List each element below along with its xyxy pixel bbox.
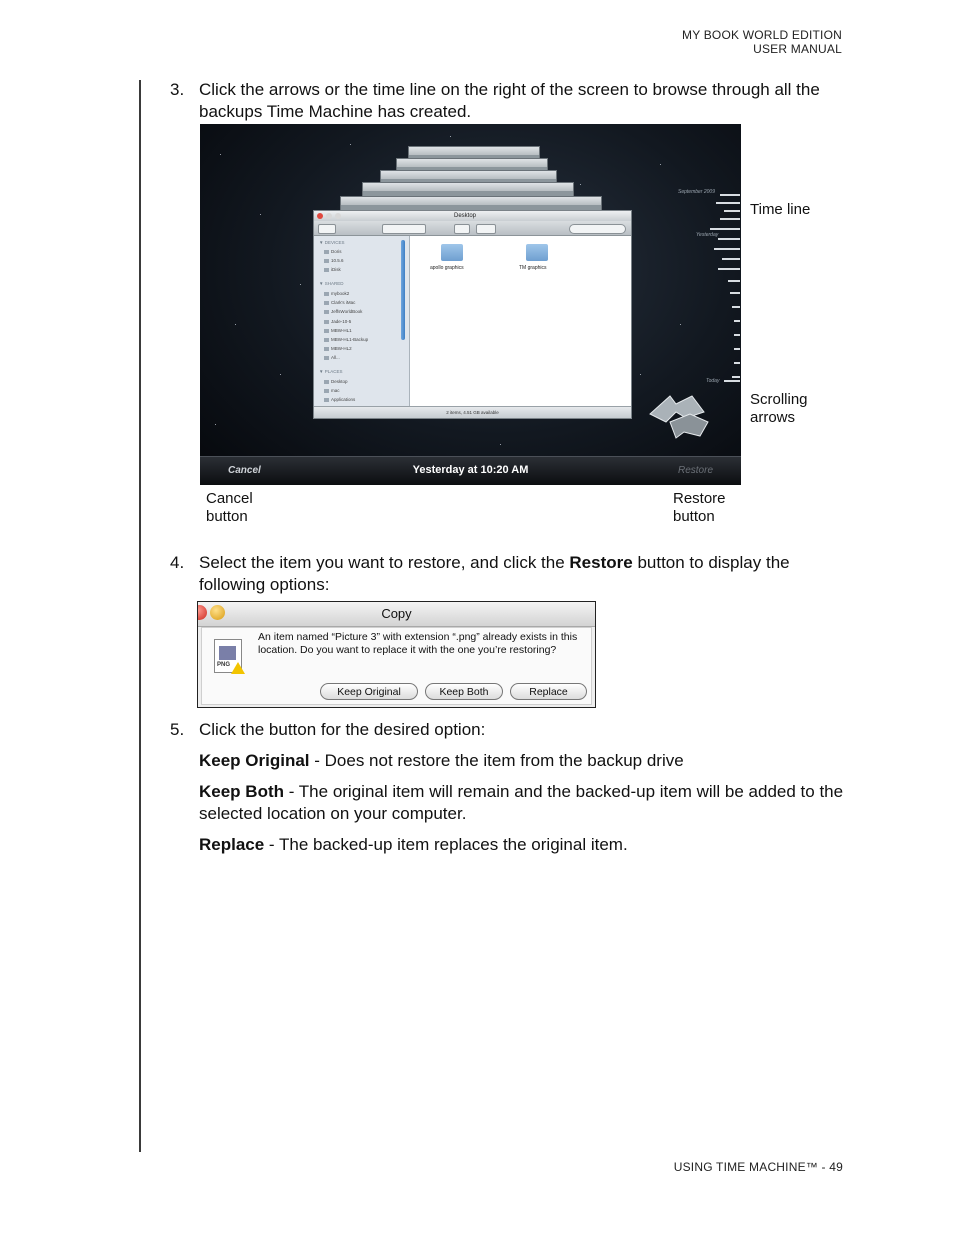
running-header [682,28,842,56]
tm-restore-button[interactable]: Restore [677,465,713,476]
keep-both-button[interactable]: Keep Both [425,683,503,700]
sidebar-item[interactable]: mybook2 [324,291,349,296]
back-forward-button[interactable] [318,224,336,234]
sidebar-item[interactable]: Jade-10-5 [324,319,351,324]
finder-window[interactable] [313,210,632,419]
sidebar-item[interactable]: Doris [324,249,342,254]
timeline-label: Yesterday [696,232,719,238]
tm-backup-date: Yesterday at 10:20 AM [412,464,529,476]
tm-cancel-button[interactable]: Cancel [228,465,261,476]
sidebar-item[interactable]: Desktop [324,379,348,384]
step-text: Click the arrows or the time line on the right of the screen to browse through all the backups Time Machine has created. [199,80,820,121]
option-keep-original: Keep Original - Does not restore the item from the backup drive [199,751,684,770]
sidebar-header: ▼ DEVICES [319,240,345,245]
step-number: 3. [170,80,185,99]
sidebar-item[interactable]: MBW-HL1 [324,328,352,333]
copy-dialog [197,601,596,708]
step-number: 5. [170,720,185,739]
header-subtitle: USER MANUAL [753,42,842,56]
keep-original-button[interactable]: Keep Original [320,683,418,700]
sidebar-item[interactable]: MBW-HL2 [324,346,352,351]
sidebar-item[interactable]: iDisk [324,267,341,272]
zoom-icon[interactable] [335,213,341,219]
sidebar-item[interactable]: JeffsWorldBook [324,309,362,314]
dialog-titlebar [198,602,595,627]
png-file-icon: PNG [214,639,242,673]
timeline-label: Today [706,378,720,384]
step-text: Select the item you want to restore, and click the Restore button to display the following options: [199,553,790,594]
quick-look-button[interactable] [454,224,470,234]
sidebar-item[interactable]: mac [324,388,340,393]
sidebar-item[interactable]: 10.5.6 [324,258,344,263]
close-icon[interactable] [317,213,323,219]
option-keep-both: Keep Both - The original item will remain and the backed-up item will be added to the selected location on your computer. [199,782,844,823]
view-mode-buttons[interactable] [382,224,426,234]
folder-label: apollo graphics [430,265,464,271]
callout-scrolling-arrows: Scrolling arrows [750,391,808,426]
sidebar-header: ▼ SHARED [319,281,344,286]
callout-restore-button: Restore button [673,490,726,525]
sidebar-header: ▼ PLACES [319,369,343,374]
page-footer: USING TIME MACHINE™ - 49 [673,1160,843,1174]
header-title: MY BOOK WORLD EDITION [682,28,842,42]
dialog-message: An item named “Picture 3” with extension “.png” already exists in this location. Do you want to replace it with the one you’re restoring? [258,631,578,656]
action-gear-icon[interactable] [476,224,496,234]
step-number: 4. [170,553,185,572]
folder-icon[interactable] [526,244,548,261]
window-title: Desktop [454,213,477,219]
time-machine-bottom-bar [200,456,741,485]
replace-button[interactable]: Replace [510,683,587,700]
sidebar-item[interactable]: Applications [324,397,355,402]
finder-sidebar [314,236,410,406]
folder-icon[interactable] [441,244,463,261]
minimize-icon[interactable] [326,213,332,219]
sidebar-item[interactable]: Clark's iMac [324,300,355,305]
scrolling-arrows-icon[interactable] [646,392,716,440]
callout-cancel-button: Cancel button [206,490,253,525]
timeline-label: September 2009 [678,189,715,195]
dialog-title: Copy [381,606,412,621]
finder-status-bar: 2 items, 4.51 GB available [314,406,631,418]
search-input[interactable] [569,224,626,234]
sidebar-item[interactable]: All... [324,355,340,360]
callout-time-line: Time line [750,201,811,218]
sidebar-scrollbar[interactable] [401,240,405,340]
folder-label: TM graphics [519,265,547,271]
time-machine-screenshot [200,124,741,485]
step-text: Click the button for the desired option: [199,720,486,739]
sidebar-item[interactable]: MBW-HL1-Backup [324,337,368,342]
option-replace: Replace - The backed-up item replaces the original item. [199,835,628,854]
warning-icon [231,662,245,674]
margin-rule [139,80,141,1152]
